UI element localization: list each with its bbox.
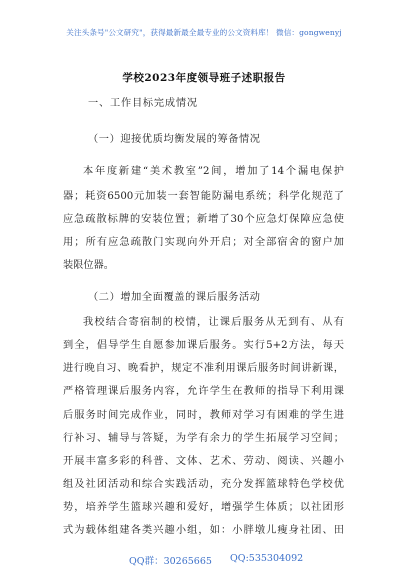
paragraph-line: 行补习、辅导与答疑，为学有余力的学生拓展学习空间； — [63, 433, 344, 444]
paragraph-line: 装限位器。 — [63, 260, 114, 271]
paragraph-line: 组及社团活动和综合实践活动，充分发挥篮球特色学校优 — [63, 479, 344, 490]
footer-qq-number: QQ:535304092 — [230, 553, 304, 564]
subsection-heading-1: （一）迎接优质均衡发展的筹备情况 — [88, 134, 261, 145]
footer-contact — [0, 553, 408, 567]
paragraph-line: 我校结合寄宿制的校情，让课后服务从无到有、从有 — [83, 317, 344, 328]
header-promo-note: 关注头条号"公文研究"，获得最新最全最专业的公文资料库！ 微信：gongwenyj — [66, 28, 342, 37]
section-heading-1: 一、工作目标完成情况 — [88, 98, 198, 109]
paragraph-line: 进行晚自习、晚看护，规定不准利用课后服务时间讲新课， — [63, 363, 344, 374]
paragraph-line: 开展丰富多彩的科普、文体、艺术、劳动、阅读、兴趣小 — [63, 456, 344, 467]
subsection-heading-2: （二）增加全面覆盖的课后服务活动 — [88, 292, 261, 303]
paragraph-line: 本年度新建“美术教室”2间，增加了14个漏电保护 — [83, 166, 344, 177]
paragraph-line: 器；耗资6500元加装一套智能防漏电系统；科学化规范了 — [63, 191, 344, 202]
paragraph-line: 应急疏散标牌的安装位置；新增了30个应急灯保障应急使 — [63, 214, 344, 225]
paragraph-line: 到全，倡导学生自愿参加课后服务。实行5+2方法，每天 — [63, 340, 344, 351]
paragraph-line: 式为载体组建各类兴趣小组，如：小胖墩儿瘦身社团、田 — [63, 525, 344, 536]
paragraph-line: 严格管理课后服务内容，允许学生在教师的指导下利用课 — [63, 386, 344, 397]
paragraph-line: 后服务时间完成作业，同时，教师对学习有困难的学生进 — [63, 410, 344, 421]
footer-qq-group: QQ群：30265665 — [129, 556, 212, 567]
paragraph-line: 用；所有应急疏散门实现向外开启；对全部宿舍的窗户加 — [63, 237, 344, 248]
paragraph-line: 势，培养学生篮球兴趣和爱好，增强学生体质；以社团形 — [63, 502, 344, 513]
document-title: 学校2023年度领导班子述职报告 — [122, 72, 286, 84]
